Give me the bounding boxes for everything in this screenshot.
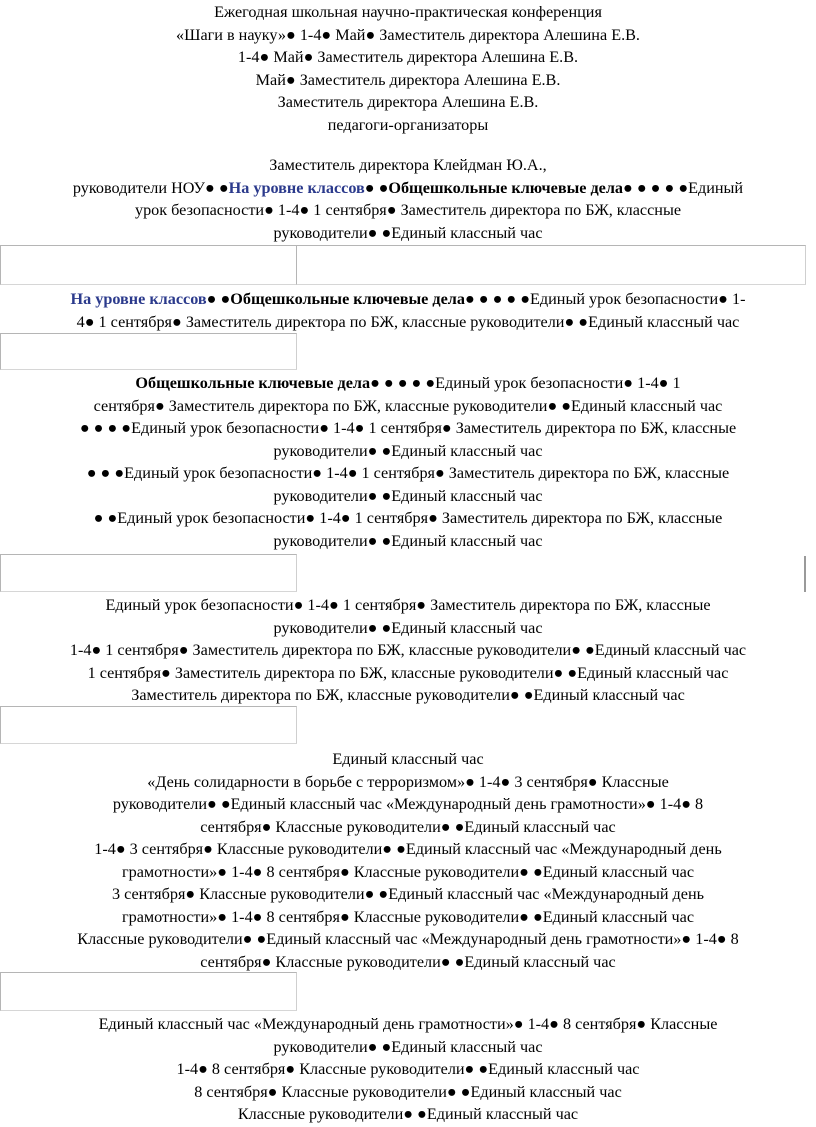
heading-class-level: На уровне классов (70, 290, 207, 308)
section-line: руководители● ●Единый классный час (273, 618, 543, 637)
text-fragment: ● ● ● ● ●Единый (623, 178, 744, 197)
text-fragment: руководители НОУ● ● (72, 178, 229, 197)
header-block (0, 1, 816, 136)
table-border (804, 556, 806, 592)
section-line: Заместитель директора Клейдман Ю.А., (269, 156, 547, 174)
section-3 (0, 372, 816, 552)
section-line: ● ●Единый урок безопасности● 1-4● 1 сентября● Заместитель директора по БЖ, классные (93, 509, 723, 527)
section-line: урок безопасности● 1-4● 1 сентября● Заместитель директора по БЖ, классные (134, 201, 682, 219)
table-cell (0, 706, 297, 744)
section-line: руководители● ●Единый классный час (273, 486, 543, 505)
section-line: ● ● ● ●Единый урок безопасности● 1-4● 1 сентября● Заместитель директора по БЖ, классные (79, 419, 737, 437)
section-line: Заместитель директора по БЖ, классные руководители● ●Единый классный час (131, 686, 685, 704)
section-line: Единый классный час «Международный день грамотности»● 1-4● 8 сентября● Классные (98, 1015, 718, 1033)
table-cell (0, 972, 297, 1011)
text-fragment: ● ● ● ● ●Единый урок безопасности● 1-4● 1 (370, 374, 681, 392)
section-line: грамотности»● 1-4● 8 сентября● Классные руководители● ●Единый классный час (121, 907, 695, 926)
section-line: Единый классный час (332, 750, 484, 768)
table-cell (296, 245, 806, 285)
section-line: руководители● ●Единый классный час (273, 223, 543, 242)
section-line: Классные руководители● ●Единый классный час (237, 1105, 579, 1123)
section-line: руководители● ●Единый классный час (273, 1037, 543, 1056)
section-6 (0, 1013, 816, 1126)
section-line: Классные руководители● ●Единый классный час «Международный день грамотности»● 1-4● 8 (77, 930, 739, 948)
section-line: сентября● Заместитель директора по БЖ, классные руководители● ●Единый классный час (93, 396, 723, 415)
section-line: 8 сентября● Классные руководители● ●Единый классный час (194, 1082, 622, 1101)
heading-school-events: Общешкольные ключевые дела (135, 374, 371, 392)
conference-title: Ежегодная школьная научно-практическая конференция (214, 3, 602, 21)
section-line: 1-4● 8 сентября● Классные руководители● ●Единый классный час (176, 1060, 640, 1078)
text-fragment: ● ● ● ● ●Единый урок безопасности● 1- (464, 290, 746, 308)
text-fragment: ● ● (206, 290, 231, 308)
header-line: Заместитель директора Алешина Е.В. (277, 93, 539, 111)
section-2 (0, 288, 816, 333)
header-line: педагоги-организаторы (327, 115, 489, 134)
section-line: 4● 1 сентября● Заместитель директора по БЖ, классные руководители● ●Единый классный час (76, 312, 740, 331)
section-line: руководители● ●Единый классный час (273, 441, 543, 460)
table-cell (0, 333, 297, 370)
section-line: 1-4● 1 сентября● Заместитель директора по БЖ, классные руководители● ●Единый классный час (69, 641, 747, 659)
section-1 (0, 154, 816, 244)
header-line: 1-4● Май● Заместитель директора Алешина Е.В. (237, 48, 579, 66)
section-line: 1-4● 3 сентября● Классные руководители● ●Единый классный час «Международный день (94, 840, 722, 858)
section-line: руководители● ●Единый классный час (273, 531, 543, 550)
section-line: руководители● ●Единый классный час «Международный день грамотности»● 1-4● 8 (112, 795, 704, 813)
section-line (0, 177, 816, 200)
text-fragment: ● ● (364, 178, 389, 197)
header-line: Май● Заместитель директора Алешина Е.В. (255, 70, 561, 89)
section-line: 1 сентября● Заместитель директора по БЖ, классные руководители● ●Единый классный час (87, 663, 729, 682)
table-cell (0, 554, 297, 592)
section-line: ● ● ●Единый урок безопасности● 1-4● 1 сентября● Заместитель директора по БЖ, классные (86, 464, 730, 482)
heading-school-events: Общешкольные ключевые дела (230, 290, 465, 308)
section-line (0, 372, 816, 395)
section-line: грамотности»● 1-4● 8 сентября● Классные руководители● ●Единый классный час (121, 862, 695, 881)
section-line: 3 сентября● Классные руководители● ●Единый классный час «Международный день (111, 885, 705, 903)
heading-class-level: На уровне классов (228, 178, 365, 197)
heading-school-events: Общешкольные ключевые дела (388, 178, 624, 197)
section-line (0, 288, 816, 311)
section-line: Единый урок безопасности● 1-4● 1 сентября● Заместитель директора по БЖ, классные (105, 596, 711, 614)
section-line: сентября● Классные руководители● ●Единый классный час (200, 952, 616, 971)
section-line: сентября● Классные руководители● ●Единый классный час (200, 817, 616, 836)
table-cell (0, 245, 297, 285)
section-5 (0, 748, 816, 973)
section-4 (0, 594, 816, 707)
section-line: «День солидарности в борьбе с терроризмом»● 1-4● 3 сентября● Классные (147, 772, 669, 791)
header-line: «Шаги в науку»● 1-4● Май● Заместитель директора Алешина Е.В. (176, 25, 640, 44)
